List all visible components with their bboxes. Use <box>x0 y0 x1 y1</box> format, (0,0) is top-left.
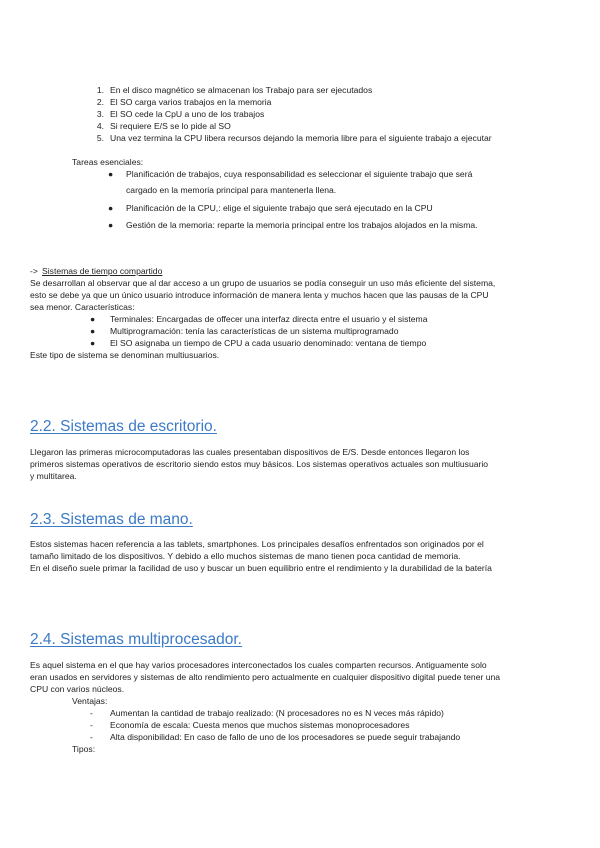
step-text: En el disco magnético se almacenan los Trabajo para ser ejecutados <box>110 85 373 95</box>
step-number: 4. <box>96 121 104 131</box>
mano-paragraph-line: Estos sistemas hacen referencia a las tablets, smartphones. Los principales desafíos enfrentados son originados por el <box>30 539 484 549</box>
tareas-heading: Tareas esenciales: <box>72 157 144 167</box>
tiempo-item: Terminales: Encargadas de offecer una interfaz directa entre el usuario y el sistema <box>110 314 428 324</box>
step-text: El SO cede la CpU a uno de los trabajos <box>110 109 265 119</box>
section-heading-mano: 2.3. Sistemas de mano. <box>30 511 193 528</box>
bullet-icon: ● <box>90 314 96 324</box>
tiempo-paragraph-line: esto se debe ya que un único usuario introduce información de manera lenta y muchos hacen que las pausas de la CPU <box>30 290 489 300</box>
mano-paragraph-line: En el diseño suele primar la facilidad de uso y buscar un buen equilibrio entre el rendimiento y la durabilidad de la batería <box>30 563 492 573</box>
bullet-icon: ● <box>90 326 96 336</box>
tareas-item: Planificación de la CPU,: elige el siguiente trabajo que será ejecutado en la CPU <box>126 203 433 213</box>
tiempo-item: El SO asignaba un tiempo de CPU a cada usuario denominado: ventana de tiempo <box>110 338 427 348</box>
bullet-icon: ● <box>108 220 114 230</box>
multi-paragraph-line: CPU con varios núcleos. <box>30 684 125 694</box>
tiempo-item: Multiprogramación: tenía las características de un sistema multiprogramado <box>110 326 399 336</box>
ventaja-item: Aumentan la cantidad de trabajo realizado: (N procesadores no es N veces más rápido) <box>110 708 444 718</box>
step-number: 2. <box>96 97 104 107</box>
dash-icon: - <box>90 720 93 730</box>
arrow-icon: -> <box>30 266 38 276</box>
step-number: 1. <box>96 85 104 95</box>
ventajas-label: Ventajas: <box>72 696 108 706</box>
tiempo-paragraph-line: Se desarrollan al observar que al dar acceso a un grupo de usuarios se podía conseguir un uso más eficiente del sistema, <box>30 278 496 288</box>
step-text: Una vez termina la CPU libera recursos dejando la memoria libre para el siguiente trabajo a ejecutar <box>110 133 492 143</box>
step-number: 3. <box>96 109 104 119</box>
section-heading-multiprocesador: 2.4. Sistemas multiprocesador. <box>30 631 242 648</box>
step-number: 5. <box>96 133 104 143</box>
tipos-label: Tipos: <box>72 744 96 754</box>
section-heading-escritorio: 2.2. Sistemas de escritorio. <box>30 418 217 435</box>
tiempo-title: Sistemas de tiempo compartido <box>42 266 163 276</box>
ventaja-item: Economía de escala: Cuesta menos que muchos sistemas monoprocesadores <box>110 720 410 730</box>
dash-icon: - <box>90 708 93 718</box>
tareas-item: Gestión de la memoria: reparte la memoria principal entre los trabajos alojados en la misma. <box>126 220 478 230</box>
bullet-icon: ● <box>108 169 114 179</box>
tareas-item: Planificación de trabajos, cuya responsabilidad es seleccionar el siguiente trabajo que será <box>126 169 473 179</box>
tareas-item-continued: cargado en la memoria principal para mantenerla llena. <box>126 185 337 195</box>
tiempo-closing: Este tipo de sistema se denominan multiusuarios. <box>30 350 220 360</box>
tiempo-paragraph-line: sea menor. Características: <box>30 302 135 312</box>
mano-paragraph-line: tamaño limitado de los dispositivos. Y debido a ello muchos sistemas de mano tienen poca cantidad de memoria. <box>30 551 461 561</box>
multi-paragraph-line: Es aquel sistema en el que hay varios procesadores interconectados los cuales comparten recursos. Antiguamente solo <box>30 660 487 670</box>
escritorio-paragraph-line: Llegaron las primeras microcomputadoras las cuales presentaban dispositivos de E/S. Desde entonces llegaron los <box>30 447 470 457</box>
step-text: Si requiere E/S se lo pide al SO <box>110 121 231 131</box>
bullet-icon: ● <box>108 203 114 213</box>
escritorio-paragraph-line: primeros sistemas operativos de escritorio siendo estos muy básicos. Los sistemas operativos actuales son multiusuario <box>30 459 489 469</box>
step-text: El SO carga varios trabajos en la memoria <box>110 97 272 107</box>
escritorio-paragraph-line: y multitarea. <box>30 471 77 481</box>
bullet-icon: ● <box>90 338 96 348</box>
dash-icon: - <box>90 732 93 742</box>
ventaja-item: Alta disponibilidad: En caso de fallo de uno de los procesadores se puede seguir trabajando <box>110 732 461 742</box>
multi-paragraph-line: eran usados en servidores y sistemas de alto rendimiento pero actualmente en cualquier dispositivo digital puede tener una <box>30 672 501 682</box>
